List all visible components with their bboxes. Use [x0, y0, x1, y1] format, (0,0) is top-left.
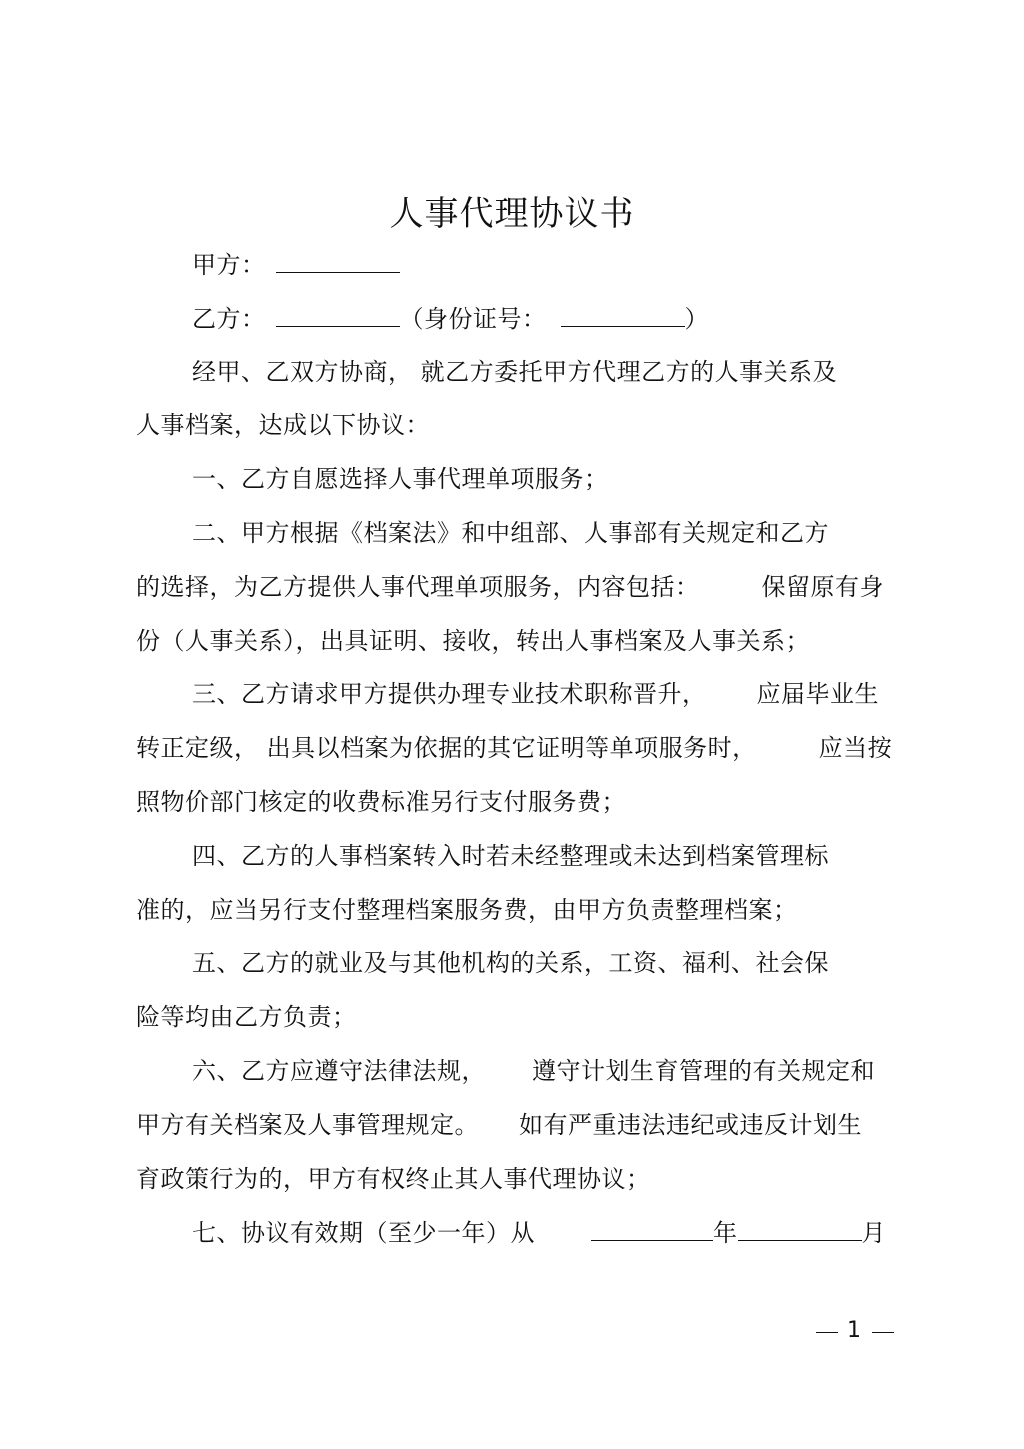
clause-4-line-2: 准的，应当另行支付整理档案服务费，由甲方负责整理档案； — [136, 896, 798, 924]
clause-3-line-1-text: 三、乙方请求甲方提供办理专业技术职称晋升， — [192, 680, 707, 708]
clause-2-line-1: 二、甲方根据《档案法》和中组部、人事部有关规定和乙方 — [192, 519, 829, 547]
clause-6-line-2 — [136, 1110, 862, 1140]
document-title: 人事代理协议书 — [389, 194, 635, 234]
intro-line-2: 人事档案，达成以下协议： — [136, 411, 430, 439]
clause-6-line-1 — [192, 1056, 875, 1086]
clause-7-line-1 — [192, 1218, 886, 1248]
clause-5-line-2: 险等均由乙方负责； — [136, 1003, 357, 1031]
year-label: 年 — [713, 1219, 738, 1247]
party-a-blank — [276, 250, 400, 273]
party-b-blank — [276, 304, 400, 327]
clause-3-line-1 — [192, 679, 879, 709]
party-a-line — [192, 250, 400, 280]
clause-7-line-1-text: 七、协议有效期（至少一年）从 — [192, 1219, 535, 1247]
party-b-id-label: （身份证号： — [399, 305, 547, 333]
clause-2-line-3: 份（人事关系），出具证明、接收，转出人事档案及人事关系； — [136, 627, 810, 655]
clause-2-line-2-tail: 保留原有身 — [761, 573, 884, 601]
clause-2-line-2 — [136, 572, 884, 602]
clause-3-line-2 — [136, 733, 892, 763]
page-number: 1 — [847, 1318, 861, 1343]
page-number-footer — [0, 1318, 1024, 1348]
page-dash-left — [816, 1332, 838, 1333]
party-b-label: 乙方： — [192, 305, 266, 333]
clause-6-line-2-text: 甲方有关档案及人事管理规定。 — [136, 1111, 479, 1139]
clause-6-line-2-tail: 如有严重违法违纪或违反计划生 — [519, 1111, 862, 1139]
clause-6-line-1-text: 六、乙方应遵守法律法规， — [192, 1057, 486, 1085]
party-b-id-close: ） — [684, 305, 709, 333]
clause-4-line-1: 四、乙方的人事档案转入时若未经整理或未达到档案管理标 — [192, 842, 829, 870]
clause-3-line-3: 照物价部门核定的收费标准另行支付服务费； — [136, 788, 626, 816]
page-dash-right — [872, 1332, 894, 1333]
clause-6-line-1-tail: 遵守计划生育管理的有关规定和 — [532, 1057, 875, 1085]
intro-line-1: 经甲、乙双方协商， 就乙方委托甲方代理乙方的人事关系及 — [192, 358, 838, 386]
clause-1-line-1: 一、乙方自愿选择人事代理单项服务； — [192, 465, 609, 493]
clause-6-line-3: 育政策行为的，甲方有权终止其人事代理协议； — [136, 1165, 651, 1193]
clause-3-line-1-tail: 应届毕业生 — [756, 680, 879, 708]
clause-5-line-1: 五、乙方的就业及与其他机构的关系，工资、福利、社会保 — [192, 949, 829, 977]
clause-2-line-2-text: 的选择，为乙方提供人事代理单项服务，内容包括： — [136, 573, 700, 601]
party-b-id-blank — [561, 304, 685, 327]
party-b-line — [192, 304, 709, 334]
start-year-blank — [591, 1218, 713, 1241]
month-label: 月 — [861, 1219, 886, 1247]
party-a-label: 甲方： — [192, 251, 266, 279]
start-month-blank — [738, 1218, 862, 1241]
clause-3-line-2-text: 转正定级， 出具以档案为依据的其它证明等单项服务时， — [136, 734, 757, 762]
clause-3-line-2-tail: 应当按 — [818, 734, 893, 762]
